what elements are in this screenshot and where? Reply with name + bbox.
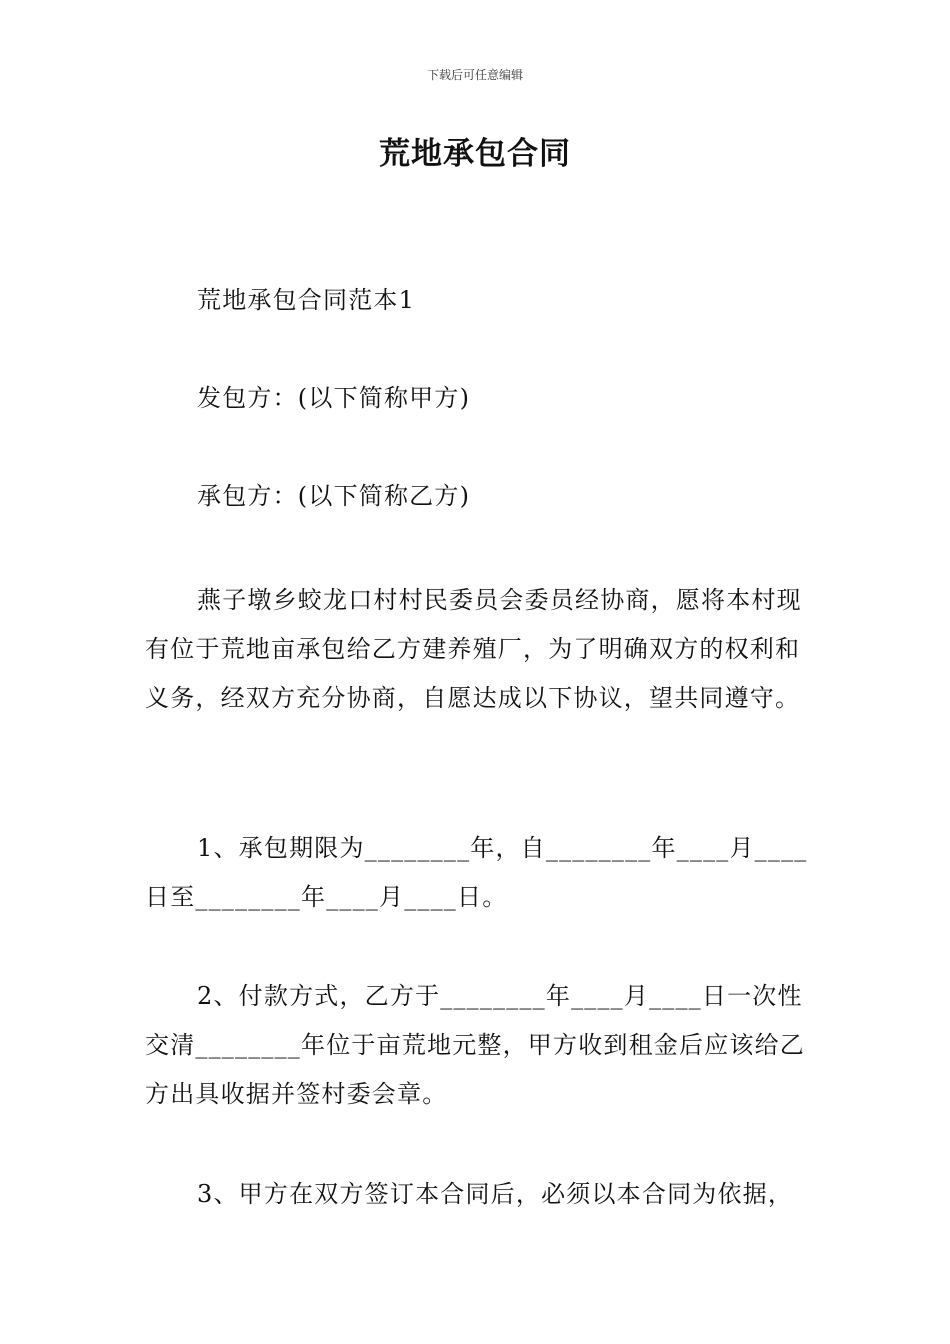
clause-3-paragraph: 3、甲方在双方签订本合同后，必须以本合同为依据， — [197, 1180, 794, 1208]
party-b-line: 承包方：(以下简称乙方) — [197, 482, 471, 510]
clause-2-paragraph: 2、付款方式，乙方于________年____月____日一次性交清________年位于亩荒地元整，甲方收到租金后应该给乙方出具收据并签村委会章。 — [145, 982, 805, 1108]
document-subtitle: 荒地承包合同范本1 — [197, 286, 416, 314]
header-note: 下载后可任意编辑 — [426, 68, 523, 82]
clause-1-paragraph: 1、承包期限为________年，自________年____月____日至________年____月____日。 — [145, 834, 808, 911]
intro-paragraph: 燕子墩乡蛟龙口村村民委员会委员经协商，愿将本村现有位于荒地亩承包给乙方建养殖厂，为了明确双方的权利和义务，经双方充分协商，自愿达成以下协议，望共同遵守。 — [145, 586, 802, 712]
document-title: 荒地承包合同 — [379, 136, 571, 172]
party-a-line: 发包方：(以下简称甲方) — [197, 384, 471, 412]
